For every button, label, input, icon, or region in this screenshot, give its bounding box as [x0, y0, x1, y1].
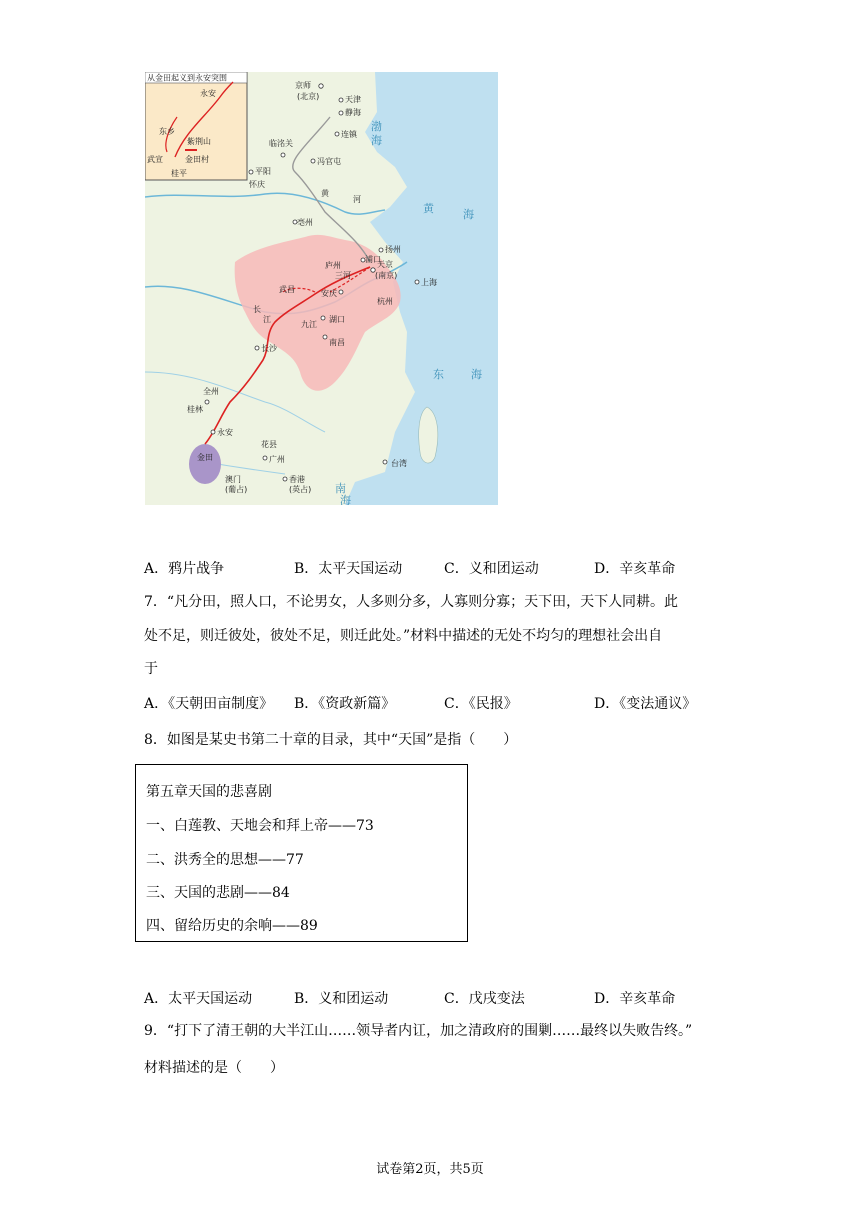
svg-text:金田村: 金田村 [185, 155, 209, 164]
toc-item: 四、留给历史的余响——89 [146, 918, 318, 934]
svg-text:黄: 黄 [321, 189, 329, 198]
svg-text:桂平: 桂平 [171, 169, 187, 178]
toc-item: 三、天国的悲剧——84 [146, 885, 290, 901]
svg-text:海: 海 [340, 494, 351, 505]
svg-text:东: 东 [433, 368, 444, 381]
svg-text:平阳: 平阳 [255, 167, 271, 176]
svg-text:紫荆山: 紫荆山 [187, 137, 211, 146]
svg-text:天京: 天京 [377, 260, 393, 269]
svg-text:(葡占): (葡占) [225, 485, 248, 494]
taiping-campaign-map [145, 72, 498, 505]
svg-text:台湾: 台湾 [391, 459, 407, 468]
svg-text:安庆: 安庆 [321, 289, 337, 298]
svg-text:静海: 静海 [345, 108, 361, 117]
q7-stem-line-2: 处不足，则迁彼处，彼处不足，则迁此处。”材料中描述的无处不均匀的理想社会出自 [144, 628, 663, 644]
svg-text:澳门: 澳门 [225, 475, 241, 484]
svg-text:九江: 九江 [301, 320, 317, 329]
svg-text:黄: 黄 [423, 202, 434, 215]
svg-text:金田: 金田 [197, 453, 213, 462]
svg-text:浦口: 浦口 [365, 255, 381, 264]
jintian-region [189, 444, 221, 484]
inset-title: 从金田起义到永安突围 [147, 73, 227, 83]
svg-text:海: 海 [371, 134, 382, 147]
svg-text:全州: 全州 [203, 387, 219, 396]
q6-option-b: B．太平天国运动 [294, 561, 403, 577]
svg-text:广州: 广州 [269, 455, 285, 464]
svg-text:长沙: 长沙 [261, 344, 277, 353]
svg-text:(北京): (北京) [297, 92, 320, 101]
q8-option-b: B．义和团运动 [294, 991, 389, 1007]
svg-text:庐州: 庐州 [325, 261, 341, 270]
svg-text:连镇: 连镇 [341, 130, 357, 139]
svg-text:南: 南 [335, 482, 346, 495]
q7-option-d: D．《变法通议》 [594, 696, 697, 712]
svg-text:渤: 渤 [371, 120, 382, 133]
toc-item: 一、白莲教、天地会和拜上帝——73 [146, 818, 374, 834]
svg-text:东乡: 东乡 [159, 127, 175, 136]
q6-option-d: D．辛亥革命 [594, 561, 676, 577]
svg-text:武昌: 武昌 [279, 285, 295, 294]
toc-chapter-title: 第五章天国的悲喜剧 [146, 784, 272, 800]
q7-option-c: C．《民报》 [444, 696, 518, 712]
svg-text:桂林: 桂林 [187, 405, 203, 414]
svg-text:扬州: 扬州 [385, 245, 401, 254]
q7-stem-line-3: 于 [144, 661, 158, 677]
svg-text:怀庆: 怀庆 [249, 180, 265, 189]
svg-text:河: 河 [353, 195, 361, 204]
q6-option-a: A．鸦片战争 [144, 561, 225, 577]
q7-option-a: A．《天朝田亩制度》 [144, 696, 274, 712]
svg-text:杭州: 杭州 [377, 297, 393, 306]
svg-text:(南京): (南京) [375, 271, 398, 280]
q7-option-b: B．《资政新篇》 [294, 696, 396, 712]
svg-text:南昌: 南昌 [329, 338, 345, 347]
svg-text:香港: 香港 [289, 475, 305, 484]
q6-option-c: C．义和团运动 [444, 561, 539, 577]
svg-text:天津: 天津 [345, 95, 361, 104]
svg-text:武宣: 武宣 [147, 155, 163, 164]
svg-text:江: 江 [263, 315, 271, 324]
page-footer: 试卷第2页，共5页 [376, 1162, 484, 1177]
toc-item: 二、洪秀全的思想——77 [146, 852, 304, 868]
q8-option-c: C．戊戌变法 [444, 991, 525, 1007]
table-of-contents-box [135, 764, 468, 942]
svg-text:永安: 永安 [200, 89, 216, 98]
q9-stem-line-1: 9．“打下了清王朝的大半江山……领导者内讧，加之清政府的围剿……最终以失败告终。” [144, 1023, 693, 1039]
svg-text:上海: 上海 [421, 278, 437, 287]
svg-text:海: 海 [463, 208, 474, 221]
svg-text:京师: 京师 [295, 81, 311, 90]
svg-text:花县: 花县 [261, 440, 277, 449]
q8-option-a: A．太平天国运动 [144, 991, 253, 1007]
q8-option-d: D．辛亥革命 [594, 991, 676, 1007]
svg-text:三河: 三河 [335, 271, 351, 280]
svg-text:长: 长 [253, 305, 261, 314]
q7-stem-line-1: 7．“凡分田，照人口，不论男女，人多则分多，人寡则分寡；天下田，天下人同耕。此 [144, 594, 679, 610]
q8-stem: 8．如图是某史书第二十章的目录，其中“天国”是指（ ） [144, 732, 518, 748]
svg-text:永安: 永安 [217, 428, 233, 437]
svg-text:临洺关: 临洺关 [269, 139, 293, 148]
svg-text:湖口: 湖口 [329, 315, 345, 324]
q9-stem-line-2: 材料描述的是（ ） [144, 1060, 284, 1076]
svg-text:亳州: 亳州 [297, 218, 313, 227]
svg-text:冯官屯: 冯官屯 [317, 157, 341, 166]
svg-text:海: 海 [471, 368, 482, 381]
svg-text:(英占): (英占) [289, 485, 312, 494]
